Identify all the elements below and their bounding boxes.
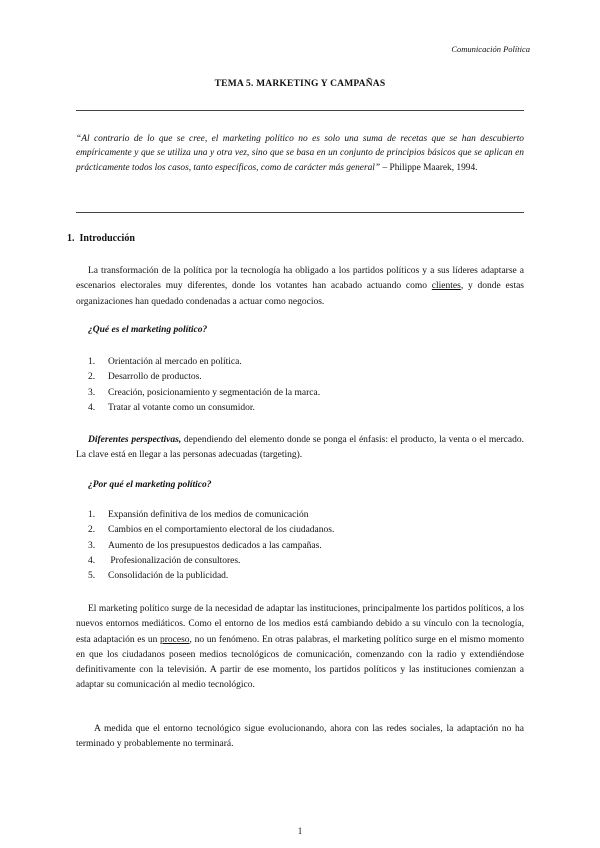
closing-paragraph: A medida que el entorno tecnológico sigue evolucionando, ahora con las redes sociales, la adaptación no ha terminado y probablemente no terminará. (76, 724, 524, 750)
perspectives-bold: Diferentes perspectivas, (88, 435, 182, 445)
list-item-number: 3. (88, 540, 96, 551)
quote-text: “Al contrario de lo que se cree, el marketing político no es solo una suma de recetas que se han descubierto empíricamente y que se utiliza una y otra vez, sino que se basa en un conjunto de principios básicos que se aplican en prácticamente todos los casos, tanto específicos, como de carácter más general” (76, 134, 524, 173)
list-item-text: Expansión definitiva de los medios de comunicación (108, 510, 309, 520)
running-header: Comunicación Política (451, 44, 530, 54)
list-item (88, 370, 320, 385)
intro-paragraph (76, 264, 524, 310)
perspectives-paragraph (76, 433, 524, 464)
list-item-number: 2. (88, 372, 96, 383)
page-number: 1 (297, 826, 303, 836)
list-item-number: 2. (88, 525, 96, 536)
list-why (88, 508, 334, 584)
adaptation-underlined: proceso (160, 634, 190, 645)
intro-underlined: clientes (431, 281, 461, 292)
list-item (88, 569, 334, 584)
list-item (88, 355, 320, 370)
list-item (88, 539, 334, 554)
list-item-text: Desarrollo de productos. (108, 372, 202, 383)
page-title: TEMA 5. MARKETING Y CAMPAÑAS (214, 79, 386, 89)
list-item-text: Aumento de los presupuestos dedicados a las campañas. (108, 540, 322, 551)
quote-attribution: – Philippe Maarek, 1994. (380, 162, 478, 173)
section-number: 1. (67, 233, 75, 244)
epigraph-quote (76, 132, 524, 175)
list-item (88, 401, 320, 416)
list-item-number: 3. (88, 387, 96, 398)
section-heading (67, 233, 135, 244)
list-item (88, 554, 334, 569)
adaptation-paragraph (76, 602, 524, 694)
divider-bottom (76, 212, 524, 213)
section-title: Introducción (79, 233, 135, 244)
list-item-text: Creación, posicionamiento y segmentación de la marca. (108, 387, 321, 398)
subheading-why: ¿Por qué el marketing político? (88, 480, 212, 490)
adaptation-text-end: , no un fenómeno. En otras palabras, el marketing político surge en el mismo momento en que los ciudadanos poseen medios tecnológicos de comunicación, comenzando con la radio y extendiéndose definitivamente con la televisión. A partir de ese momento, los partidos políticos y las instituciones comienzan a adaptar su comunicación al medio tecnológico. (76, 634, 525, 691)
subheading-what: ¿Qué es el marketing político? (88, 325, 208, 335)
list-item-text: Profesionalización de consultores. (108, 555, 241, 566)
list-item-number: 4. (88, 402, 96, 413)
intro-text-end: , y donde estas organizaciones han quedado condenadas a actuar como negocios. (76, 281, 524, 307)
list-item (88, 523, 334, 538)
list-item-number: 1. (88, 510, 96, 520)
list-item-text: Consolidación de la publicidad. (108, 571, 229, 582)
list-item (88, 508, 334, 523)
adaptation-text: El marketing político surge de la necesidad de adaptar las instituciones, principalmente los partidos políticos, a los nuevos entornos mediáticos. Como el entorno de los medios está cambiando debido a su vínculo con la tecnología, esta adaptación es un (76, 604, 524, 645)
list-item-text: Tratar al votante como un consumidor. (108, 402, 255, 413)
list-item-text: Cambios en el comportamiento electoral de los ciudadanos. (108, 525, 335, 536)
list-item (88, 386, 320, 401)
divider-top (76, 110, 524, 111)
list-item-text: Orientación al mercado en política. (108, 357, 242, 367)
perspectives-text: dependiendo del elemento donde se ponga el énfasis: el producto, la venta o el mercado. La clave está en llegar a las personas adecuadas (targeting). (76, 435, 524, 461)
list-what (88, 355, 320, 416)
list-item-number: 1. (88, 357, 96, 367)
intro-text: La transformación de la política por la tecnología ha obligado a los partidos políticos y a sus líderes adaptarse a escenarios electorales muy diferentes, donde los votantes han acabado actuando como (76, 266, 524, 292)
list-item-number: 4. (88, 555, 96, 566)
list-item-number: 5. (88, 571, 96, 582)
